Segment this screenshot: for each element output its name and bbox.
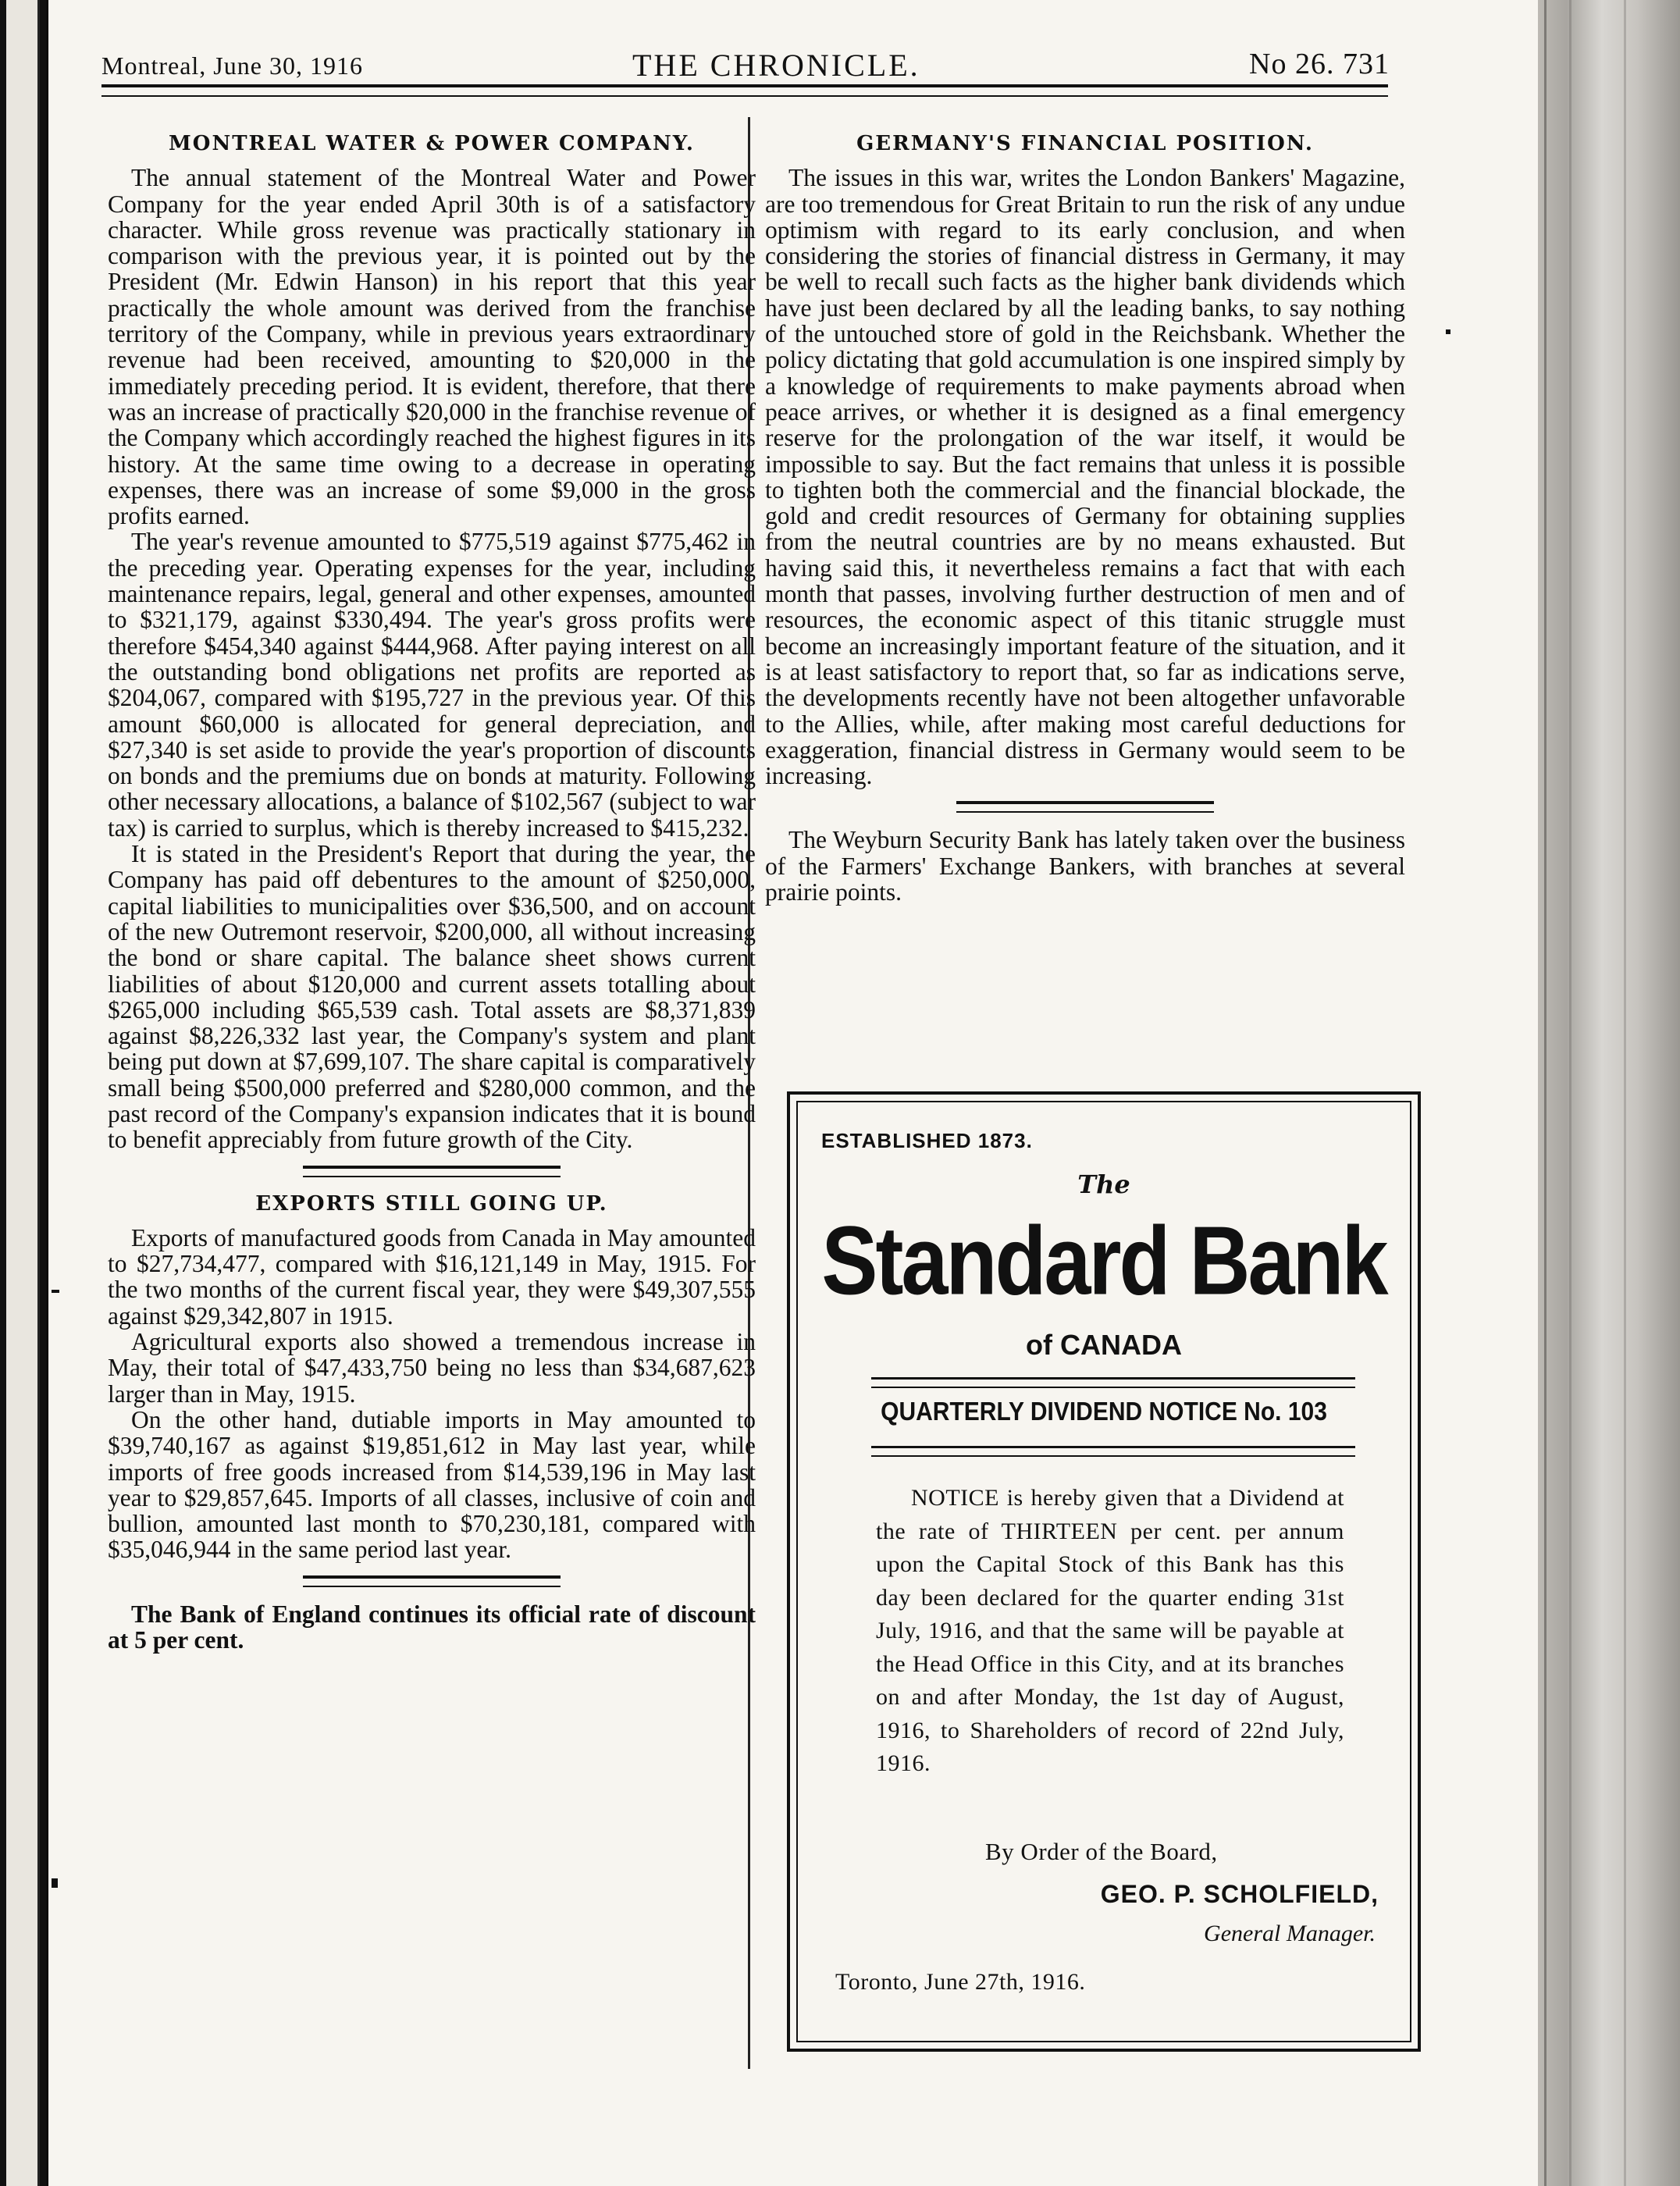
binding-line — [1569, 0, 1571, 2186]
signatory-name: GEO. P. SCHOLFIELD, — [1100, 1880, 1379, 1908]
place-date: Toronto, June 27th, 1916. — [835, 1969, 1086, 1995]
advertisement-inner-border — [796, 1101, 1411, 2042]
headline-water-power: MONTREAL WATER & POWER COMPANY. — [169, 132, 695, 155]
weyburn-note: The Weyburn Security Bank has lately taken over the business of the Farmers' Exchange Bankers, with branches at several prairie points. — [765, 826, 1405, 906]
left-column — [108, 131, 756, 1653]
section-rule — [303, 1166, 561, 1177]
article-paragraph: Agricultural exports also showed a tremendous increase in May, their total of $47,433,750 being no less than $34,687,623 larger than in May, 1915. — [108, 1328, 756, 1408]
headline-exports: EXPORTS STILL GOING UP. — [255, 1191, 608, 1216]
headline-germany: GERMANY'S FINANCIAL POSITION. — [856, 132, 1314, 155]
bank-country: of CANADA — [1026, 1329, 1182, 1361]
bank-of-england-note: The Bank of England continues its official rate of discount at 5 per cent. — [108, 1600, 756, 1654]
article-paragraph: The year's revenue amounted to $775,519 against $775,462 in the preceding year. Operating expenses for the year, including maintenance repairs, legal, general and other expenses, amounted to $321,179, against $330,494. The year's gross profits were therefore $454,340 against $444,968. After paying interest on all the outstanding bond obligations net profits are reported as $204,067, compared with $195,727 in the previous year. Of this amount $60,000 is allocated for general depreciation, and $27,340 is set aside to provide the year's proportion of discounts on bonds and the premiums due on bonds at maturity. Following other necessary allocations, a balance of $102,567 (subject to war tax) is carried to surplus, which is thereby increased to $415,232. — [108, 528, 756, 842]
article-paragraph: Exports of manufactured goods from Canada in May amounted to $27,734,477, compared with $16,121,149 in May, 1915. For the two months of the current fiscal year, they were $49,307,555 against $29,342,807 in 1915. — [108, 1223, 756, 1330]
section-rule — [303, 1575, 561, 1587]
binding-line — [1544, 0, 1547, 2186]
previous-page-edge — [6, 0, 40, 2186]
signatory-title: General Manager. — [1204, 1921, 1376, 1946]
header-date: Montreal, June 30, 1916 — [101, 52, 363, 80]
dividend-notice-body — [876, 1482, 1344, 1781]
scan-speck — [52, 1290, 59, 1293]
running-head — [101, 41, 1390, 87]
scan-speck — [1446, 329, 1450, 334]
right-column — [765, 131, 1405, 905]
book-binding-edge — [1538, 0, 1680, 2186]
bank-name: Standard Bank — [821, 1205, 1386, 1316]
ad-rule — [871, 1446, 1355, 1457]
binding-line — [1624, 0, 1626, 2186]
article-paragraph: It is stated in the President's Report that during the year, the Company has paid off debentures to the amount of $250,000, capital liabilities to municipalities over $36,500, and on account of the new Outremont reservoir, $200,000, all without increasing the bond or share capital. The balance sheet shows current liabilities of about $120,000 and current assets totalling about $265,000 including $65,539 cash. Total assets are $8,371,839 against $8,226,332 last year, the Company's system and plant being put down at $7,699,107. The share capital is comparatively small being $500,000 preferred and $280,000 common, and the past record of the Company's expansion indicates that it is bound to benefit appreciably from future growth of the City. — [108, 840, 756, 1154]
the-word: The — [1077, 1170, 1130, 1199]
page-number: No 26. 731 — [1249, 48, 1390, 80]
scan-speck — [52, 1878, 58, 1888]
established-line: ESTABLISHED 1873. — [821, 1129, 1033, 1152]
notice-text: NOTICE is hereby given that a Dividend at the rate of THIRTEEN per cent. per annum upon the Capital Stock of this Bank has this day been declared for the quarter ending 31st July, 1916, and that the same will be payable at the Head Office in this City, and at its branches on and after Monday, the 1st day of August, 1916, to Shareholders of record of 22nd July, 1916. — [876, 1485, 1344, 1776]
article-paragraph: The annual statement of the Montreal Water and Power Company for the year ended April 30th is of a satisfactory character. While gross revenue was practically stationary in comparison with the previous year, it is pointed out by the President (Mr. Edwin Hanson) in his report that this year practically the whole amount was derived from the franchise territory of the Company, while in previous years extraordinary revenue had been received, amounting to $20,000 in the immediately preceding period. It is evident, therefore, that there was an increase of practically $20,000 in the franchise revenue of the Company which accordingly reached the highest figures in its history. At the same time owing to a decrease in operating expenses, there was an increase of some $9,000 in the gross profits earned. — [108, 164, 756, 530]
dividend-notice-title: QUARTERLY DIVIDEND NOTICE No. 103 — [881, 1397, 1327, 1426]
header-rule — [101, 84, 1388, 97]
by-order-line: By Order of the Board, — [985, 1838, 1218, 1865]
ad-rule — [871, 1377, 1355, 1388]
section-rule — [956, 801, 1214, 813]
masthead-title: THE CHRONICLE. — [632, 48, 920, 83]
article-paragraph: On the other hand, dutiable imports in May amounted to $39,740,167 as against $19,851,612 in May last year, while imports of free goods increased from $14,539,196 in May last year to $29,857,645. Imports of all classes, inclusive of coin and bullion, amounted last month to $70,230,181, compared with $35,046,944 in the same period last year. — [108, 1405, 756, 1564]
standard-bank-advertisement — [787, 1091, 1421, 2052]
article-paragraph: The issues in this war, writes the London Bankers' Magazine, are too tremendous for Great Britain to run the risk of any undue optimism with regard to its early conclusion, and when considering the stories of financial distress in Germany, it may be well to recall such facts as the higher bank dividends which have just been declared by all the leading banks, to say nothing of the untouched store of gold in the Reichsbank. Whether the policy dictating that gold accumulation is one inspired simply by a knowledge of requirements to make payments abroad when peace arrives, or whether it is designed as a final emergency reserve for the prolongation of the war itself, it would be impossible to say. But the fact remains that unless it is possible to tighten both the commercial and the financial blockade, the gold and credit resources of Germany for obtaining supplies from the neutral countries are by no means exhausted. But having said this, it nevertheless remains a fact that with each month that passes, involving further destruction of men and of resources, the economic aspect of this titanic struggle must become an increasingly important feature of the situation, and it is at least satisfactory to report that, so far as indications serve, the developments recently have not been altogether unfavorable to the Allies, while, after making most careful deductions for exaggeration, financial distress in Germany would seem to be increasing. — [765, 164, 1405, 790]
